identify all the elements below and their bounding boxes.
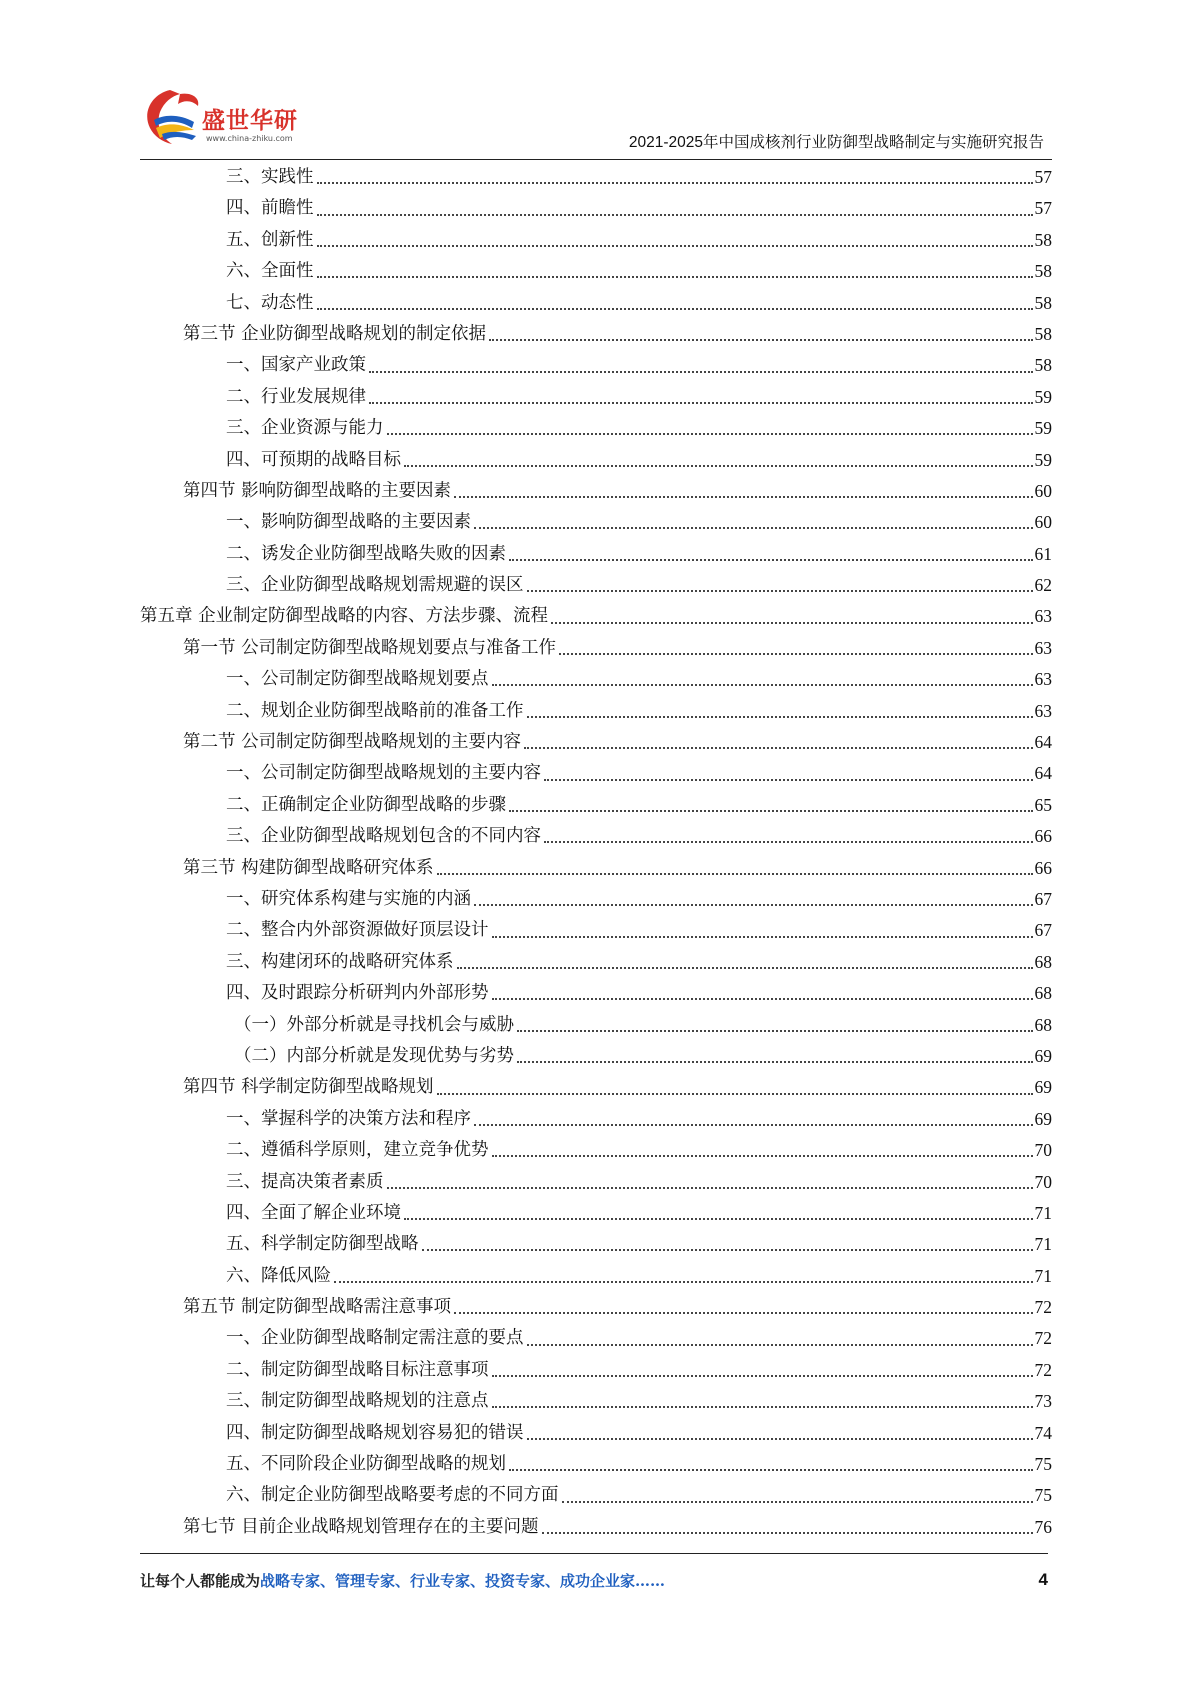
toc-entry-title: 一、研究体系构建与实施的内涵 bbox=[140, 884, 474, 915]
toc-entry[interactable] bbox=[140, 1261, 1052, 1292]
toc-entry-title: 三、制定防御型战略规划的注意点 bbox=[140, 1386, 492, 1417]
toc-dot-leader bbox=[517, 1029, 1033, 1032]
toc-entry-page: 63 bbox=[1034, 637, 1052, 658]
toc-entry-title: （一）外部分析就是寻找机会与威胁 bbox=[140, 1010, 517, 1041]
toc-entry-title: 第五节 制定防御型战略需注意事项 bbox=[140, 1292, 454, 1323]
toc-entry[interactable] bbox=[140, 978, 1052, 1009]
page-header bbox=[140, 78, 1052, 160]
toc-entry-page: 61 bbox=[1034, 543, 1052, 564]
toc-entry-title: 五、科学制定防御型战略 bbox=[140, 1229, 422, 1260]
footer-slogan-highlight: 战略专家、管理专家、行业专家、投资专家、成功企业家…… bbox=[260, 1572, 666, 1590]
toc-entry-page: 71 bbox=[1034, 1234, 1052, 1255]
logo-text: 盛世华研 bbox=[202, 108, 298, 134]
toc-entry-title: 三、提高决策者素质 bbox=[140, 1167, 387, 1198]
toc-dot-leader bbox=[492, 997, 1033, 1000]
toc-entry[interactable] bbox=[140, 601, 1052, 632]
toc-entry-page: 74 bbox=[1034, 1422, 1052, 1443]
toc-entry-page: 64 bbox=[1034, 732, 1052, 753]
toc-entry-title: 第一节 公司制定防御型战略规划要点与准备工作 bbox=[140, 633, 559, 664]
toc-dot-leader bbox=[509, 558, 1033, 561]
toc-entry-title: 四、及时跟踪分析研判内外部形势 bbox=[140, 978, 492, 1009]
toc-entry[interactable] bbox=[140, 821, 1052, 852]
toc-entry[interactable] bbox=[140, 1512, 1052, 1543]
toc-dot-leader bbox=[492, 1405, 1033, 1408]
toc-entry[interactable] bbox=[140, 539, 1052, 570]
toc-entry-title: 一、影响防御型战略的主要因素 bbox=[140, 507, 474, 538]
toc-entry[interactable] bbox=[140, 790, 1052, 821]
toc-entry[interactable] bbox=[140, 1323, 1052, 1354]
toc-entry[interactable] bbox=[140, 1449, 1052, 1480]
toc-dot-leader bbox=[404, 1217, 1033, 1220]
toc-entry-title: 二、行业发展规律 bbox=[140, 382, 369, 413]
footer-slogan-prefix: 让每个人都能成为 bbox=[140, 1572, 261, 1590]
toc-dot-leader bbox=[492, 683, 1033, 686]
toc-entry-page: 63 bbox=[1034, 700, 1052, 721]
toc-dot-leader bbox=[317, 244, 1033, 247]
toc-entry-page: 58 bbox=[1034, 261, 1052, 282]
toc-entry-title: 六、制定企业防御型战略要考虑的不同方面 bbox=[140, 1480, 562, 1511]
toc-dot-leader bbox=[317, 181, 1033, 184]
toc-entry-title: 四、全面了解企业环境 bbox=[140, 1198, 404, 1229]
toc-entry[interactable] bbox=[140, 193, 1052, 224]
toc-entry-page: 59 bbox=[1034, 449, 1052, 470]
toc-entry-title: 五、不同阶段企业防御型战略的规划 bbox=[140, 1449, 509, 1480]
toc-entry[interactable] bbox=[140, 664, 1052, 695]
toc-entry-page: 64 bbox=[1034, 763, 1052, 784]
toc-dot-leader bbox=[474, 1123, 1033, 1126]
toc-entry-page: 75 bbox=[1034, 1454, 1052, 1475]
toc-entry-title: 一、公司制定防御型战略规划要点 bbox=[140, 664, 492, 695]
document-title: 2021-2025年中国成核剂行业防御型战略制定与实施研究报告 bbox=[628, 134, 1044, 151]
toc-entry[interactable] bbox=[140, 570, 1052, 601]
toc-entry-title: 第三节 构建防御型战略研究体系 bbox=[140, 853, 437, 884]
toc-entry-page: 71 bbox=[1034, 1265, 1052, 1286]
toc-entry[interactable] bbox=[140, 915, 1052, 946]
toc-entry[interactable] bbox=[140, 256, 1052, 287]
toc-entry[interactable] bbox=[140, 1135, 1052, 1166]
toc-dot-leader bbox=[422, 1248, 1033, 1251]
toc-entry-title: 二、制定防御型战略目标注意事项 bbox=[140, 1355, 492, 1386]
toc-entry-title: 二、正确制定企业防御型战略的步骤 bbox=[140, 790, 509, 821]
toc-dot-leader bbox=[404, 464, 1033, 467]
toc-entry-page: 69 bbox=[1034, 1108, 1052, 1129]
toc-entry-page: 76 bbox=[1034, 1516, 1052, 1537]
toc-entry-page: 65 bbox=[1034, 794, 1052, 815]
toc-dot-leader bbox=[334, 1280, 1033, 1283]
toc-entry-title: 五、创新性 bbox=[140, 225, 317, 256]
toc-entry-title: 六、降低风险 bbox=[140, 1261, 334, 1292]
toc-entry-title: 二、规划企业防御型战略前的准备工作 bbox=[140, 696, 527, 727]
toc-entry-page: 58 bbox=[1034, 323, 1052, 344]
toc-entry[interactable] bbox=[140, 1072, 1052, 1103]
toc-entry-page: 66 bbox=[1034, 857, 1052, 878]
toc-entry[interactable] bbox=[140, 288, 1052, 319]
toc-entry-page: 58 bbox=[1034, 292, 1052, 313]
toc-dot-leader bbox=[542, 1531, 1033, 1534]
toc-entry-title: 第三节 企业防御型战略规划的制定依据 bbox=[140, 319, 489, 350]
header-divider bbox=[140, 159, 1052, 160]
toc-entry[interactable] bbox=[140, 1041, 1052, 1072]
logo-swoosh-icon bbox=[140, 84, 206, 150]
toc-dot-leader bbox=[437, 872, 1033, 875]
toc-dot-leader bbox=[387, 432, 1033, 435]
toc-entry-title: 四、前瞻性 bbox=[140, 193, 317, 224]
toc-entry-page: 67 bbox=[1034, 920, 1052, 941]
footer-divider bbox=[140, 1553, 1048, 1554]
toc-entry-page: 59 bbox=[1034, 386, 1052, 407]
toc-dot-leader bbox=[509, 1468, 1033, 1471]
toc-dot-leader bbox=[474, 526, 1033, 529]
toc-entry[interactable] bbox=[140, 1355, 1052, 1386]
toc-entry[interactable] bbox=[140, 1418, 1052, 1449]
toc-entry[interactable] bbox=[140, 1386, 1052, 1417]
toc-entry-title: 三、构建闭环的战略研究体系 bbox=[140, 947, 457, 978]
toc-entry-page: 66 bbox=[1034, 826, 1052, 847]
toc-entry[interactable] bbox=[140, 853, 1052, 884]
toc-entry-page: 72 bbox=[1034, 1297, 1052, 1318]
toc-entry[interactable] bbox=[140, 633, 1052, 664]
toc-entry[interactable] bbox=[140, 1010, 1052, 1041]
toc-entry-page: 62 bbox=[1034, 575, 1052, 596]
toc-entry[interactable] bbox=[140, 1229, 1052, 1260]
toc-entry-title: 四、可预期的战略目标 bbox=[140, 445, 404, 476]
toc-entry[interactable] bbox=[140, 445, 1052, 476]
toc-dot-leader bbox=[509, 809, 1033, 812]
toc-entry[interactable] bbox=[140, 350, 1052, 381]
toc-entry[interactable] bbox=[140, 1292, 1052, 1323]
toc-entry-title: 一、公司制定防御型战略规划的主要内容 bbox=[140, 758, 544, 789]
toc-entry-title: 一、国家产业政策 bbox=[140, 350, 369, 381]
toc-entry-page: 69 bbox=[1034, 1077, 1052, 1098]
toc-entry-page: 68 bbox=[1034, 951, 1052, 972]
toc-entry-page: 68 bbox=[1034, 983, 1052, 1004]
toc-entry-page: 72 bbox=[1034, 1359, 1052, 1380]
toc-dot-leader bbox=[492, 935, 1033, 938]
toc-entry[interactable] bbox=[140, 696, 1052, 727]
toc-dot-leader bbox=[517, 1060, 1033, 1063]
toc-entry[interactable] bbox=[140, 476, 1052, 507]
toc-entry-page: 71 bbox=[1034, 1202, 1052, 1223]
toc-entry[interactable] bbox=[140, 382, 1052, 413]
company-logo bbox=[140, 84, 310, 154]
toc-dot-leader bbox=[492, 1374, 1033, 1377]
toc-dot-leader bbox=[492, 1154, 1033, 1157]
toc-entry-title: 六、全面性 bbox=[140, 256, 317, 287]
toc-entry-page: 75 bbox=[1034, 1485, 1052, 1506]
toc-entry-page: 70 bbox=[1034, 1171, 1052, 1192]
toc-dot-leader bbox=[489, 338, 1032, 341]
toc-entry-title: 三、企业防御型战略规划需规避的误区 bbox=[140, 570, 527, 601]
toc-entry-page: 73 bbox=[1034, 1391, 1052, 1412]
toc-dot-leader bbox=[544, 778, 1033, 781]
toc-dot-leader bbox=[551, 621, 1032, 624]
toc-entry-page: 69 bbox=[1034, 1045, 1052, 1066]
toc-entry-title: 一、掌握科学的决策方法和程序 bbox=[140, 1104, 474, 1135]
logo-url: www.china-zhiku.com bbox=[206, 134, 293, 143]
toc-entry[interactable] bbox=[140, 1198, 1052, 1229]
toc-entry[interactable] bbox=[140, 225, 1052, 256]
toc-entry-page: 70 bbox=[1034, 1140, 1052, 1161]
toc-entry-page: 63 bbox=[1034, 606, 1052, 627]
toc-dot-leader bbox=[562, 1500, 1033, 1503]
toc-dot-leader bbox=[474, 903, 1033, 906]
toc-entry-title: 二、诱发企业防御型战略失败的因素 bbox=[140, 539, 509, 570]
toc-dot-leader bbox=[544, 840, 1033, 843]
toc-entry-title: 三、实践性 bbox=[140, 162, 317, 193]
toc-dot-leader bbox=[559, 652, 1032, 655]
toc-dot-leader bbox=[317, 275, 1033, 278]
toc-dot-leader bbox=[457, 966, 1033, 969]
toc-entry-title: 第四节 影响防御型战略的主要因素 bbox=[140, 476, 454, 507]
toc-entry-page: 58 bbox=[1034, 229, 1052, 250]
toc-dot-leader bbox=[437, 1092, 1033, 1095]
toc-entry-title: 二、遵循科学原则，建立竞争优势 bbox=[140, 1135, 492, 1166]
toc-entry[interactable] bbox=[140, 1104, 1052, 1135]
toc-entry-title: 一、企业防御型战略制定需注意的要点 bbox=[140, 1323, 527, 1354]
toc-entry-title: 二、整合内外部资源做好顶层设计 bbox=[140, 915, 492, 946]
toc-entry[interactable] bbox=[140, 162, 1052, 193]
toc-entry[interactable] bbox=[140, 758, 1052, 789]
toc-dot-leader bbox=[317, 213, 1033, 216]
toc-entry-page: 67 bbox=[1034, 888, 1052, 909]
toc-dot-leader bbox=[527, 1437, 1033, 1440]
toc-entry[interactable] bbox=[140, 884, 1052, 915]
toc-entry-title: 四、制定防御型战略规划容易犯的错误 bbox=[140, 1418, 527, 1449]
toc-entry-title: 第七节 目前企业战略规划管理存在的主要问题 bbox=[140, 1512, 542, 1543]
toc-entry-page: 63 bbox=[1034, 669, 1052, 690]
toc-entry-page: 72 bbox=[1034, 1328, 1052, 1349]
table-of-contents bbox=[140, 162, 1052, 1543]
toc-entry[interactable] bbox=[140, 947, 1052, 978]
toc-entry-title: 第二节 公司制定防御型战略规划的主要内容 bbox=[140, 727, 524, 758]
toc-dot-leader bbox=[527, 589, 1033, 592]
toc-entry-page: 58 bbox=[1034, 355, 1052, 376]
toc-entry-title: 第四节 科学制定防御型战略规划 bbox=[140, 1072, 437, 1103]
toc-entry[interactable] bbox=[140, 1480, 1052, 1511]
toc-dot-leader bbox=[387, 1186, 1033, 1189]
toc-entry-page: 59 bbox=[1034, 418, 1052, 439]
toc-entry-title: 三、企业防御型战略规划包含的不同内容 bbox=[140, 821, 544, 852]
toc-entry-page: 68 bbox=[1034, 1014, 1052, 1035]
page-number: 4 bbox=[1038, 1570, 1048, 1589]
toc-entry-title: 七、动态性 bbox=[140, 288, 317, 319]
toc-entry[interactable] bbox=[140, 319, 1052, 350]
toc-entry[interactable] bbox=[140, 507, 1052, 538]
toc-dot-leader bbox=[369, 370, 1033, 373]
toc-entry[interactable] bbox=[140, 1167, 1052, 1198]
toc-entry-page: 60 bbox=[1034, 512, 1052, 533]
toc-entry-title: 第五章 企业制定防御型战略的内容、方法步骤、流程 bbox=[140, 601, 551, 632]
toc-entry-page: 57 bbox=[1034, 198, 1052, 219]
toc-entry-page: 57 bbox=[1034, 167, 1052, 187]
toc-dot-leader bbox=[527, 715, 1033, 718]
toc-dot-leader bbox=[454, 495, 1032, 498]
toc-dot-leader bbox=[524, 746, 1032, 749]
toc-dot-leader bbox=[317, 307, 1033, 310]
toc-entry[interactable] bbox=[140, 727, 1052, 758]
toc-entry-page: 60 bbox=[1034, 480, 1052, 501]
toc-entry[interactable] bbox=[140, 413, 1052, 444]
toc-entry-title: （二）内部分析就是发现优势与劣势 bbox=[140, 1041, 517, 1072]
toc-entry-title: 三、企业资源与能力 bbox=[140, 413, 387, 444]
toc-dot-leader bbox=[369, 401, 1033, 404]
page-footer bbox=[140, 1570, 1048, 1596]
toc-dot-leader bbox=[454, 1311, 1032, 1314]
toc-dot-leader bbox=[527, 1343, 1033, 1346]
